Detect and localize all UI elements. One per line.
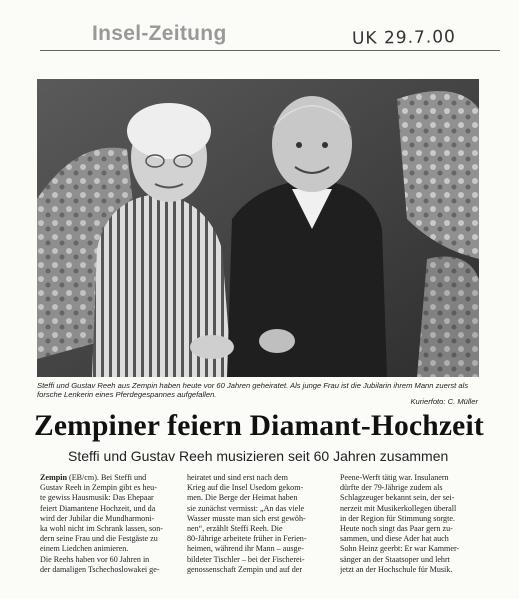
text-line: men. Die Berge der Heimat haben [187, 493, 298, 503]
text-line: genossenschaft Zempin und auf der [187, 564, 303, 574]
column-1-first-line [40, 473, 173, 483]
text-line: nerzeit mit Musikerkollegen überall [340, 503, 457, 513]
text-line: dürfte der 79-Jährige zudem als [340, 483, 443, 493]
newspaper-masthead: Insel-Zeitung [92, 22, 227, 45]
text-line: einem Liedchen animieren. [40, 544, 129, 554]
text-line: Krieg auf die Insel Usedom gekom- [187, 483, 304, 493]
article-column-2 [187, 473, 320, 575]
text-line: heiratet und sind erst nach dem [187, 473, 288, 482]
text-line: Heute noch singt das Paar gern zu- [340, 524, 453, 534]
text-line: Gustav Reeh in Zempin gibt es heu- [40, 483, 157, 493]
text-line: ka wohl nicht im Schrank lassen, son- [40, 524, 163, 534]
text-line: nen“, erzählt Steffi Reeh. Die [187, 524, 283, 534]
text-line: Wasser musste man sich erst gewöh- [187, 513, 306, 523]
text-line: der damaligen Tschechoslowakei ge- [40, 564, 160, 574]
text-line: sie zunächst vermisst: „An das viele [187, 503, 305, 513]
photo-credit: Kurierfoto: C. Müller [410, 397, 478, 406]
text-line: Die Reehs haben vor 60 Jahren in [40, 554, 150, 564]
text-line: (EB/cm). Bei Steffi und [67, 473, 147, 482]
article-headline: Zempiner feiern Diamant-Hochzeit [34, 410, 484, 442]
text-line: Sohn Heinz geerbt: Er war Kammer- [340, 544, 460, 554]
article-subheadline: Steffi und Gustav Reeh musizieren seit 60 Jahren zusammen [68, 448, 449, 464]
text-line: heimen, während ihr Mann – ausge- [187, 544, 304, 554]
couple-photo-illustration [37, 79, 479, 377]
article-column-1 [40, 473, 173, 575]
text-line: Peene-Werft tätig war. Insulanern [340, 473, 449, 482]
text-line: in der Region für Stimmung sorgte. [340, 513, 455, 523]
text-line: bildeter Tischler – bei der Fischerei- [187, 554, 305, 564]
text-line: wird der Jubilar die Mundharmoni- [40, 513, 155, 523]
masthead-rule [40, 50, 500, 51]
text-line: sänger an der Staatsoper und lehrt [340, 554, 450, 564]
text-line: dern seine Frau und die Festgäste zu [40, 534, 158, 544]
handwritten-date-note: UK 29.7.00 [351, 27, 457, 49]
text-line: Schlagzeuger bekannt sein, der sei- [340, 493, 455, 503]
dateline: Zempin [40, 473, 67, 482]
article-column-3 [340, 473, 473, 575]
text-line: te gewiss Hausmusik: Das Ehepaar [40, 493, 154, 503]
text-line: jetzt an der Hochschule für Musik. [340, 564, 453, 574]
text-line: feiert Diamantene Hochzeit, und da [40, 503, 156, 513]
photo-caption: Steffi und Gustav Reeh aus Zempin haben heute vor 60 Jahren geheiratet. Als junge Frau ist die Jubilarin ihrem Mann zuerst als forsche Lenkerin eines Pferdegespannes aufgefallen. [37, 381, 469, 399]
text-line: 80-Jährige arbeitete früher in Ferien- [187, 534, 307, 544]
article-photo [37, 79, 479, 377]
text-line: sammen, und diese Ader hat auch [340, 534, 449, 544]
